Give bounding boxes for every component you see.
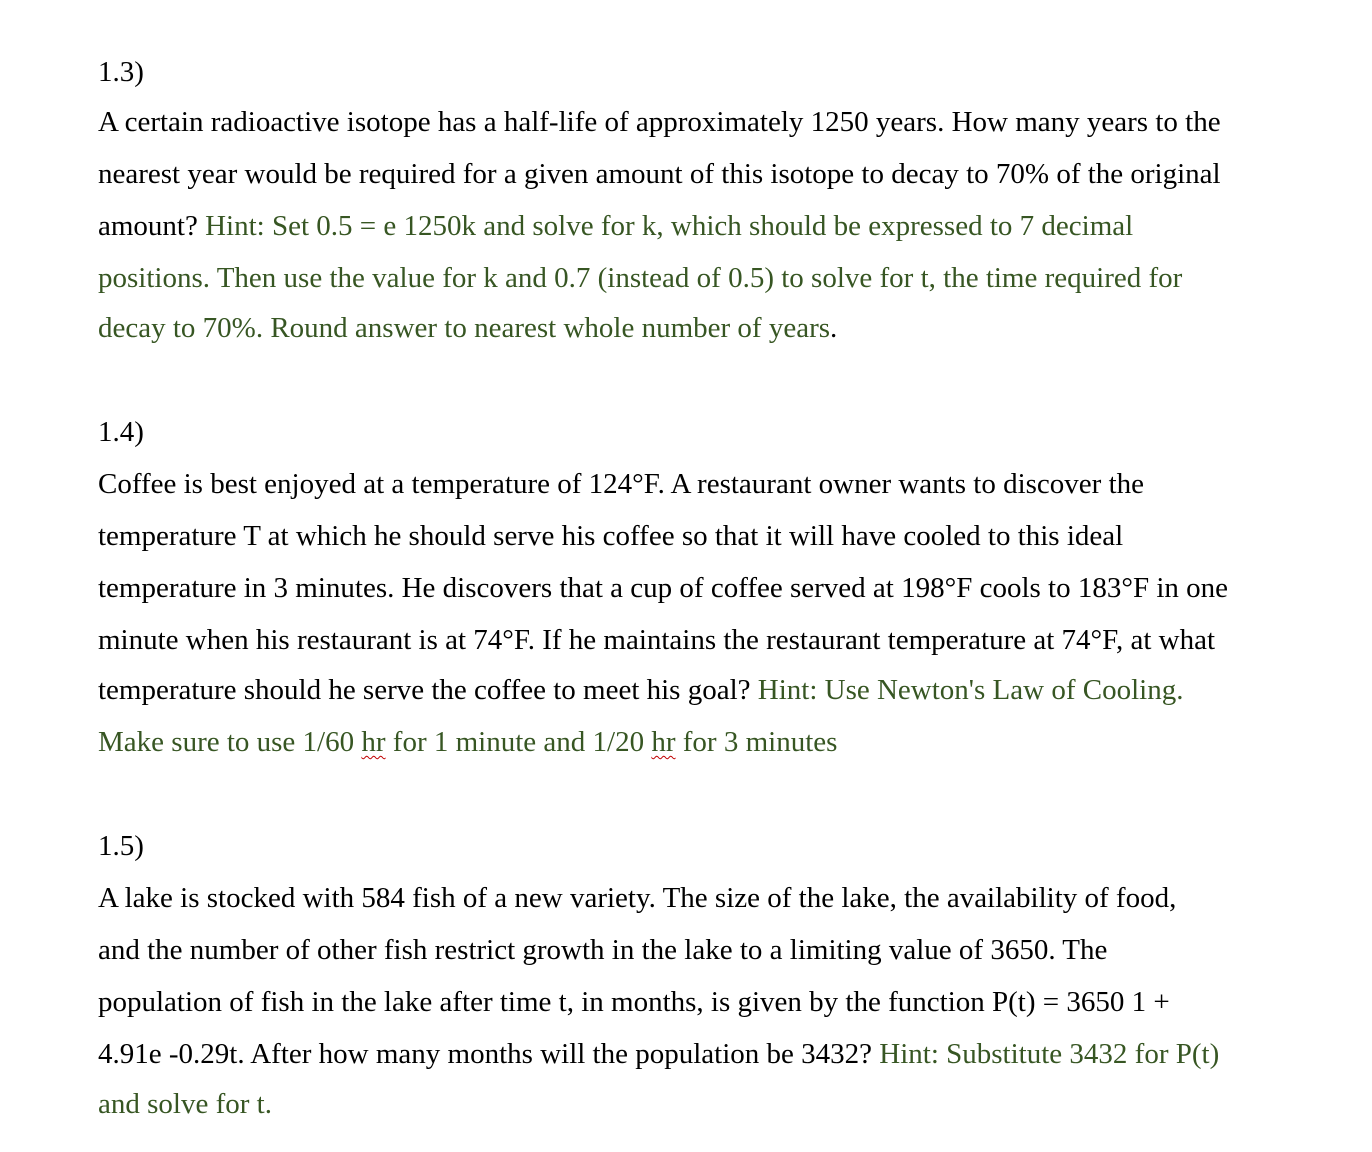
problem-text-line [98,1034,1219,1074]
spellcheck-word[interactable]: hr [361,726,386,758]
hint-text: Hint: Set 0.5 = e 1250k and solve for k, which should be expressed to 7 decimal [205,210,1134,242]
problem-number: 1.3) [98,56,144,88]
hint-text: Hint: Substitute 3432 for P(t) [879,1038,1220,1070]
hint-text: for 3 minutes [675,726,838,758]
hint-text-line [98,722,837,762]
problem-text-line: and the number of other fish restrict growth in the lake to a limiting value of 3650. The [98,934,1108,966]
problem-text-line: Coffee is best enjoyed at a temperature of 124°F. A restaurant owner wants to discover the [98,468,1144,500]
problem-text-line: A lake is stocked with 584 fish of a new variety. The size of the lake, the availability of food, [98,882,1177,914]
problem-text-line: minute when his restaurant is at 74°F. If he maintains the restaurant temperature at 74°F, at what [98,624,1216,656]
hint-text-line [98,308,837,348]
hint-text-line: positions. Then use the value for k and 0.7 (instead of 0.5) to solve for t, the time required for [98,262,1183,294]
problem-text: 4.91e -0.29t. After how many months will the population be 3432? [98,1038,880,1070]
problem-text-line [98,206,1133,246]
problem-text: amount? [98,210,206,242]
problem-text-line: A certain radioactive isotope has a half-life of approximately 1250 years. How many years to the [98,106,1221,138]
problem-text-line: temperature in 3 minutes. He discovers that a cup of coffee served at 198°F cools to 183°F in one [98,572,1229,604]
problem-text-line: nearest year would be required for a given amount of this isotope to decay to 70% of the original [98,158,1221,190]
hint-text: for 1 minute and 1/20 [385,726,652,758]
problem-text-line [98,670,1183,710]
problem-text-line: temperature T at which he should serve his coffee so that it will have cooled to this ideal [98,520,1124,552]
problem-number: 1.4) [98,416,144,448]
hint-text-line: and solve for t. [98,1088,272,1120]
hint-text: Make sure to use 1/60 [98,726,362,758]
hint-text: Hint: Use Newton's Law of Cooling. [757,674,1184,706]
problem-text: temperature should he serve the coffee to meet his goal? [98,674,758,706]
hint-text: decay to 70%. Round answer to nearest whole number of years [98,312,831,344]
period: . [830,312,838,344]
spellcheck-word[interactable]: hr [651,726,676,758]
problem-text-line: population of fish in the lake after time t, in months, is given by the function P(t) = 3650 1 + [98,986,1170,1018]
problem-number: 1.5) [98,830,144,862]
